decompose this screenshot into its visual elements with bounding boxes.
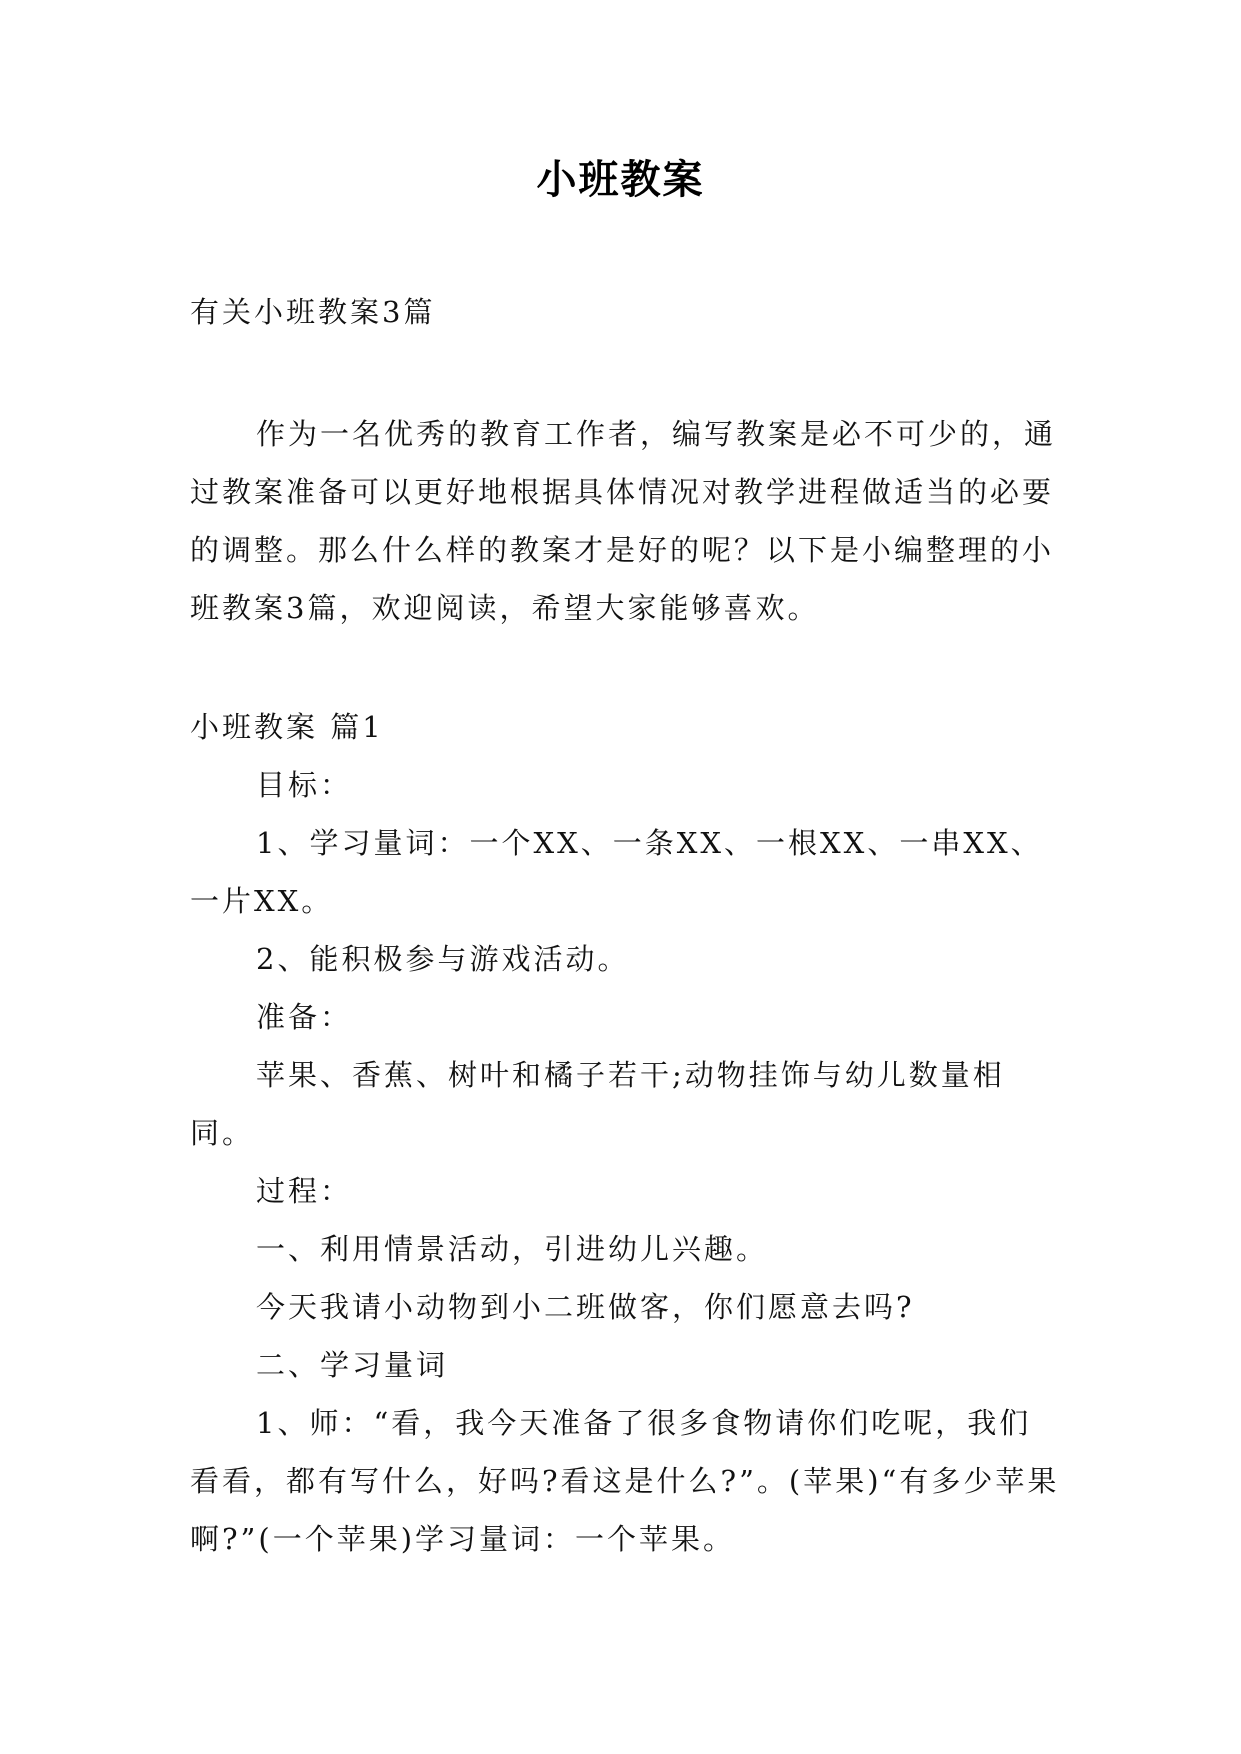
body-paragraph: 2、能积极参与游戏活动。 (256, 942, 630, 976)
body-paragraph: 1、师：“看，我今天准备了很多食物请你们吃呢，我们看看，都有写什么，好吗?看这是什么?”。(苹果)“有多少苹果啊?”(一个苹果)学习量词：一个苹果。 (190, 1406, 1060, 1556)
body-paragraph: 一、利用情景活动，引进幼儿兴趣。 (256, 1232, 769, 1266)
document-subtitle: 有关小班教案3篇 (190, 295, 436, 329)
body-paragraph: 1、学习量词：一个XX、一条XX、一根XX、一串XX、一片XX。 (190, 826, 1043, 918)
body-paragraph: 二、学习量词 (256, 1348, 449, 1382)
lesson-body (190, 698, 1060, 1568)
body-paragraph: 苹果、香蕉、树叶和橘子若干;动物挂饰与幼儿数量相同。 (190, 1058, 1005, 1150)
body-paragraph: 今天我请小动物到小二班做客，你们愿意去吗? (256, 1290, 915, 1324)
intro-paragraph: 作为一名优秀的教育工作者，编写教案是必不可少的，通过教案准备可以更好地根据具体情况对教学进程做适当的必要的调整。那么什么样的教案才是好的呢？以下是小编整理的小班教案3篇，欢迎阅读，希望大家能够喜欢。 (190, 417, 1057, 625)
section-heading: 小班教案 篇1 (190, 710, 384, 744)
body-paragraph: 过程： (256, 1174, 353, 1208)
body-paragraph: 目标： (256, 768, 353, 802)
body-paragraph: 准备： (256, 1000, 353, 1034)
document-title: 小班教案 (536, 157, 705, 203)
